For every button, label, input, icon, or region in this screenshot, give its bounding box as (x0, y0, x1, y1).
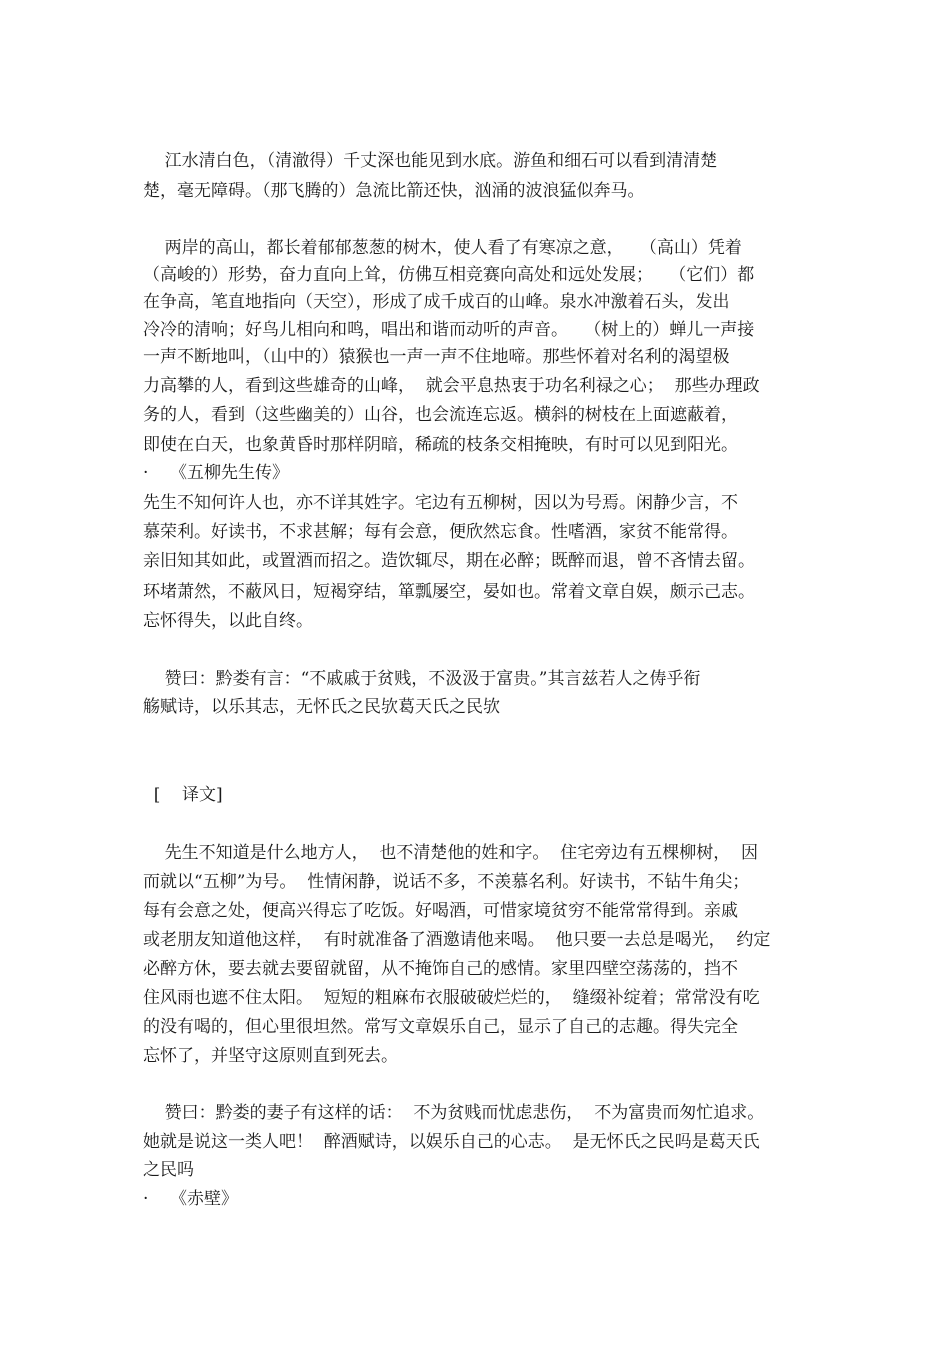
section-heading: · 《五柳先生传》 (143, 463, 290, 483)
text-line: 赞曰：黔娄的妻子有这样的话： 不为贫贱而忧虑悲伤， 不为富贵而匆忙追求。 (143, 1103, 765, 1123)
text-line: 而就以“五柳”为号。 性情闲静，说话不多，不羡慕名利。好读书，不钻牛角尖； (143, 872, 750, 892)
text-line: 即使在白天，也象黄昏时那样阴暗，稀疏的枝条交相掩映，有时可以见到阳光。 (143, 435, 738, 455)
text-line: 她就是说这一类人吧！ 醉酒赋诗，以娱乐自己的心志。 是无怀氏之民吗是葛天氏 (143, 1132, 760, 1152)
text-line: 冷冷的清响；好鸟儿相向和鸣，唱出和谐而动听的声音。 （树上的）蝉儿一声接 (143, 320, 755, 340)
text-line: 环堵萧然，不蔽风日，短褐穿结，箪瓢屡空，晏如也。常着文章自娱，颇示己志。 (143, 582, 755, 602)
text-line: 的没有喝的，但心里很坦然。常写文章娱乐自己，显示了自己的志趣。得失完全 (143, 1017, 738, 1037)
text-line: 一声不断地叫，（山中的）猿猴也一声一声不住地啼。那些怀着对名利的渴望极 (143, 347, 730, 367)
text-line: 两岸的高山，都长着郁郁葱葱的树木，使人看了有寒凉之意， （高山）凭着 (143, 238, 742, 258)
text-line: 在争高，笔直地指向（天空），形成了成千成百的山峰。泉水冲激着石头，发出 (143, 292, 730, 312)
text-line: 力高攀的人，看到这些雄奇的山峰， 就会平息热衷于功名利禄之心； 那些办理政 (143, 376, 760, 396)
text-line: 赞曰：黔娄有言：“不戚戚于贫贱，不汲汲于富贵。”其言兹若人之俦乎衔 (143, 669, 701, 689)
text-line: 必醉方休，要去就去要留就留，从不掩饰自己的感情。家里四壁空荡荡的，挡不 (143, 959, 738, 979)
text-line: （高峻的）形势，奋力直向上耸，仿佛互相竞赛向高处和远处发展； （它们）都 (143, 265, 755, 285)
text-line: 觞赋诗，以乐其志，无怀氏之民欤葛天氏之民欤 (143, 697, 500, 717)
text-line: 先生不知何许人也，亦不详其姓字。宅边有五柳树，因以为号焉。闲静少言，不 (143, 493, 738, 513)
text-line: 住风雨也遮不住太阳。 短短的粗麻布衣服破破烂烂的， 缝缀补绽着；常常没有吃 (143, 988, 760, 1008)
text-line: 江水清白色，（清澈得）千丈深也能见到水底。游鱼和细石可以看到清清楚 (143, 151, 718, 171)
text-line: 或老朋友知道他这样， 有时就准备了酒邀请他来喝。 他只要一去总是喝光， 约定 (143, 930, 771, 950)
text-line: 忘怀得失，以此自终。 (143, 611, 313, 631)
text-line: 慕荣利。好读书，不求甚解；每有会意，便欣然忘食。性嗜酒，家贫不能常得。 (143, 522, 738, 542)
text-line: 先生不知道是什么地方人， 也不清楚他的姓和字。 住宅旁边有五棵柳树， 因 (143, 843, 759, 863)
text-line: 亲旧知其如此，或置酒而招之。造饮辄尽，期在必醉；既醉而退，曾不吝情去留。 (143, 551, 755, 571)
text-line: 之民吗 (143, 1160, 194, 1180)
translation-heading: [ 译文] (143, 785, 223, 805)
text-line: 楚，毫无障碍。（那飞腾的）急流比箭还快，汹涌的波浪猛似奔马。 (143, 181, 645, 201)
text-line: 每有会意之处，便高兴得忘了吃饭。好喝酒，可惜家境贫穷不能常常得到。亲戚 (143, 901, 738, 921)
text-line: 忘怀了，并坚守这原则直到死去。 (143, 1046, 398, 1066)
text-line: 务的人，看到（这些幽美的）山谷，也会流连忘返。横斜的树枝在上面遮蔽着， (143, 405, 738, 425)
section-heading: · 《赤壁》 (143, 1189, 239, 1209)
